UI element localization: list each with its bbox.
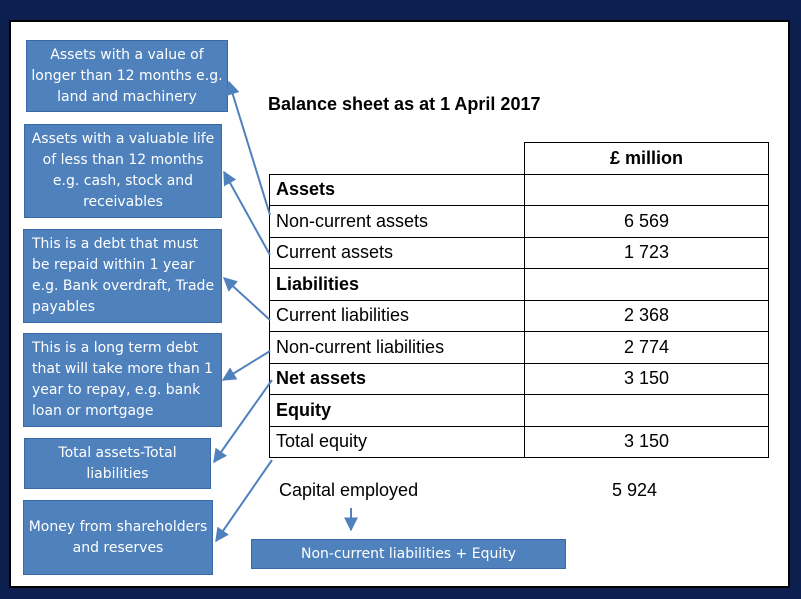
row-label: Non-current liabilities [270,332,525,364]
row-label: Equity [270,395,525,427]
row-value [525,174,769,206]
note-current-liabilities: This is a debt that must be repaid within 1 year e.g. Bank overdraft, Trade payables [23,229,222,323]
balance-sheet-table [269,142,769,458]
row-value: 2 774 [525,332,769,364]
row-label: Assets [270,174,525,206]
row-value: 1 723 [525,237,769,269]
row-value: 2 368 [525,300,769,332]
page-title: Balance sheet as at 1 April 2017 [268,94,541,114]
row-value: 6 569 [525,206,769,238]
note-net-assets: Total assets-Total liabilities [24,438,211,489]
table-row [270,206,769,238]
note-equity: Money from shareholders and reserves [23,500,213,575]
header-blank-cell [270,143,525,175]
row-label: Current assets [270,237,525,269]
table-row [270,395,769,427]
row-value: 3 150 [525,363,769,395]
row-label: Non-current assets [270,206,525,238]
row-label: Liabilities [270,269,525,301]
table-row [270,237,769,269]
capital-employed-value: 5 924 [612,480,658,500]
row-label: Current liabilities [270,300,525,332]
table-row [270,174,769,206]
table-row [270,300,769,332]
row-value: 3 150 [525,426,769,458]
note-capital-employed: Non-current liabilities + Equity [251,539,566,569]
table-row [270,426,769,458]
table-row [270,363,769,395]
note-non-current-assets: Assets with a value of longer than 12 months e.g. land and machinery [26,40,228,112]
row-label: Net assets [270,363,525,395]
row-value [525,395,769,427]
table-header-row [270,143,769,175]
note-non-current-liabilities: This is a long term debt that will take more than 1 year to repay, e.g. bank loan or mortgage [23,333,222,427]
header-unit: £ million [525,143,769,175]
row-label: Total equity [270,426,525,458]
capital-employed-label: Capital employed [279,480,419,500]
row-value [525,269,769,301]
table-row [270,332,769,364]
note-current-assets: Assets with a valuable life of less than 12 months e.g. cash, stock and receivables [24,124,222,218]
table-row [270,269,769,301]
